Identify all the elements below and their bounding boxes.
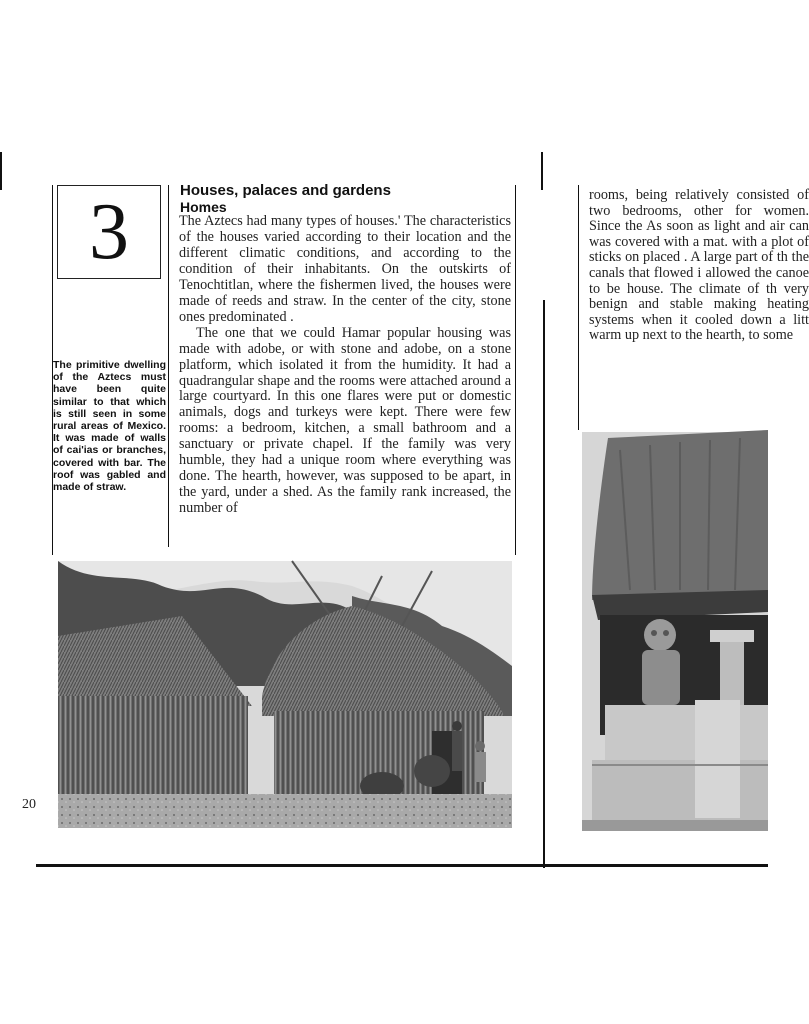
sidebar-caption: The primitive dwelling of the Aztecs must have been quite similar to that which is still seen in some rural areas of Mexico. It was made of walls of cai'ias or branches, covered with bar. The roof was gabled and made of straw. (53, 359, 166, 494)
page-gutter-rule (543, 300, 545, 868)
section-title: Houses, palaces and gardens (180, 182, 391, 199)
page-number: 20 (22, 797, 36, 812)
huts-photo-graphic (52, 556, 515, 831)
chapter-number: 3 (89, 188, 129, 276)
text-right-rule (515, 185, 516, 555)
sculpture-photo (580, 430, 768, 831)
huts-photo (52, 556, 515, 831)
column-divider-rule (168, 185, 169, 547)
left-margin-rule (0, 152, 2, 190)
right-page-rule (578, 185, 579, 430)
body-paragraph-1: The Aztecs had many types of houses.' The characteristics of the houses varied according to their location and the different climatic conditions, and according to the condition of their inhabitants. On the outskirts of Tenochtitlan, where the fishermen lived, the houses were made of reeds and straw. In the center of the city, stone ones predominated . (179, 213, 511, 325)
sculpture-photo-graphic (580, 430, 768, 831)
body-text-column (179, 214, 511, 517)
bottom-rule (36, 864, 768, 867)
section-subtitle: Homes (180, 199, 227, 215)
chapter-number-box (57, 185, 161, 279)
page-gutter-rule-top (541, 152, 543, 190)
right-page-text: rooms, being relatively consisted of two bedrooms, other for women. Since the As soon as light and air can was covered with a mat. with a plot of sticks on placed . A large part of th the canals that flowed i allowed the canoe to be house. The climate of th very benign and stable making heating systems when it cooled down a litt warm up next to the hearth, to some (589, 187, 809, 344)
body-paragraph-2: The one that we could Hamar popular housing was made with adobe, or with stone and adobe, on a stone platform, which isolated it from the humidity. It had a quadrangular shape and the rooms were attached around a large courtyard. In this one flares were put or domestic animals, dogs and turkeys were kept. There were few rooms: a bedroom, kitchen, a small bathroom and a sanctuary or private chapel. If the family was very humble, they had a unique room where everything was done. The hearth, however, was supposed to be apart, in the yard, under a shed. As the family rank increased, the number of (179, 324, 511, 517)
